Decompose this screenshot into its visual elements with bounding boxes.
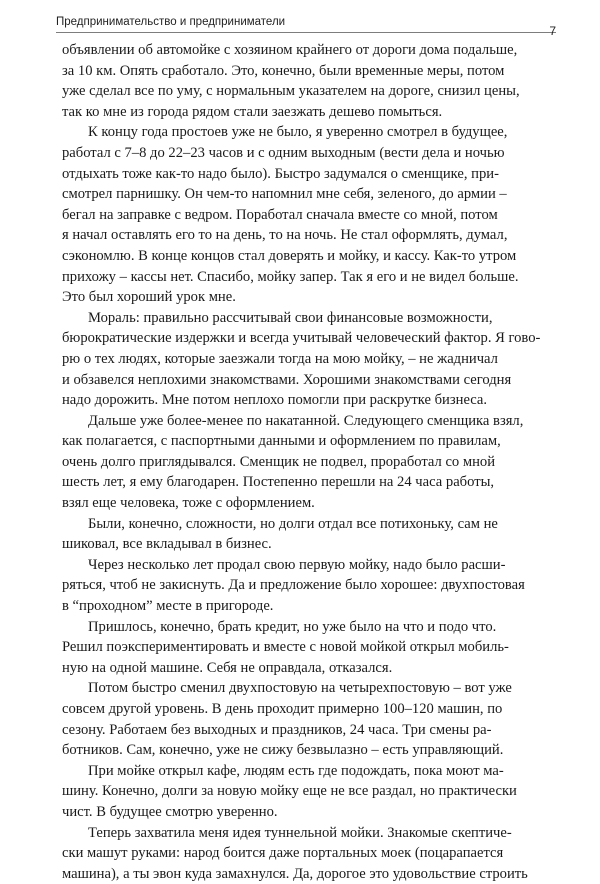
- text-line: надо дорожить. Мне потом неплохо помогли при раскрутке бизнеса.: [62, 392, 488, 409]
- text-line: ную на одной машине. Себя не оправдала, отказался.: [62, 659, 393, 676]
- text-line: К концу года простоев уже не было, я уверенно смотрел в будущее,: [88, 124, 508, 141]
- text-line: уже сделал все по уму, с нормальным указателем на дороге, снизил цены,: [62, 83, 520, 100]
- running-header: [56, 14, 556, 38]
- text-line: прихожу – кассы нет. Спасибо, мойку запер. Так я его и не видел больше.: [62, 268, 519, 285]
- text-line: шину. Конечно, долги за новую мойку еще не все раздал, но практически: [62, 783, 517, 800]
- text-line: шиковал, все вкладывал в бизнес.: [62, 536, 272, 553]
- text-line: Пришлось, конечно, брать кредит, но уже было на что и подо что.: [88, 618, 497, 635]
- paragraph: [62, 411, 550, 514]
- text-line: взял еще человека, тоже с оформлением.: [62, 495, 315, 512]
- text-line: чист. В будущее смотрю уверенно.: [62, 803, 278, 820]
- text-line: ряться, чтоб не закиснуть. Да и предложение было хорошее: двухпостовая: [62, 577, 525, 594]
- text-line: рю о тех людях, которые заезжали тогда на мою мойку, – не жадничал: [62, 350, 498, 367]
- paragraph: [62, 308, 550, 411]
- text-line: Через несколько лет продал свою первую мойку, надо было расши-: [88, 556, 506, 573]
- text-line: Решил поэкспериментировать и вместе с новой мойкой открыл мобиль-: [62, 639, 509, 656]
- paragraph: [62, 40, 550, 122]
- text-line: Это был хороший урок мне.: [62, 289, 236, 306]
- text-line: и обзавелся неплохими знакомствами. Хорошими знакомствами сегодня: [62, 371, 512, 388]
- text-line: объявлении об автомойке с хозяином крайнего от дороги дома подальше,: [62, 42, 518, 58]
- body-text: [62, 40, 550, 884]
- text-line: как полагается, с паспортными данными и оформлением по правилам,: [62, 433, 501, 450]
- text-line: отдыхать тоже как-то надо было). Быстро задумался о сменщике, при-: [62, 165, 499, 182]
- text-line: очень долго приглядывался. Сменщик не подвел, проработал со мной: [62, 453, 496, 470]
- text-line: совсем другой уровень. В день проходит примерно 100–120 машин, по: [62, 701, 503, 717]
- text-line: бюрократические издержки и всегда учитывай человеческий фактор. Я гово-: [62, 330, 541, 347]
- text-line: я начал оставлять его то на день, то на ночь. Не стал оформлять, думал,: [62, 227, 508, 244]
- text-line: ботников. Сам, конечно, уже не сижу безвылазно – есть управляющий.: [62, 742, 504, 759]
- text-line: в “проходном” месте в пригороде.: [62, 598, 274, 615]
- paragraph: [62, 122, 550, 307]
- text-line: шесть лет, я ему благодарен. Постепенно перешли на 24 часа работы,: [62, 474, 495, 491]
- text-line: Дальше уже более-менее по накатанной. Следующего сменщика взял,: [88, 412, 524, 429]
- paragraph: [62, 514, 550, 555]
- text-line: смотрел парнишку. Он чем-то напомнил мне себя, зеленого, до армии –: [62, 186, 507, 203]
- text-line: за 10 км. Опять сработало. Это, конечно, были временные меры, потом: [62, 62, 505, 79]
- text-line: так ко мне из города рядом стали заезжать дешево помыться.: [62, 103, 443, 120]
- paragraph: [62, 823, 550, 884]
- text-line: сэкономлю. В конце концов стал доверять и мойку, и кассу. Как-то утром: [62, 247, 517, 264]
- text-line: Теперь захватила меня идея туннельной мойки. Знакомые скептиче-: [88, 824, 512, 841]
- paragraph: [62, 761, 550, 823]
- text-line: работал с 7–8 до 22–23 часов и с одним выходным (вести дела и ночью: [62, 144, 505, 161]
- text-line: Мораль: правильно рассчитывай свои финансовые возможности,: [88, 309, 493, 326]
- text-line: сезону. Работаем без выходных и праздников, 24 часа. Три смены ра-: [62, 721, 492, 738]
- text-line: бегал на заправке с ведром. Поработал сначала вместе со мной, потом: [62, 206, 498, 223]
- text-line: Были, конечно, сложности, но долги отдал все потихоньку, сам не: [88, 515, 498, 532]
- paragraph: [62, 555, 550, 617]
- text-line: ски машут руками: народ боится даже портальных моек (поцарапается: [62, 845, 504, 862]
- text-line: При мойке открыл кафе, людям есть где подождать, пока моют ма-: [88, 762, 504, 779]
- text-line: Потом быстро сменил двухпостовую на четырехпостовую – вот уже: [88, 680, 512, 697]
- paragraph: [62, 617, 550, 679]
- running-header-title: Предпринимательство и предприниматели: [56, 16, 286, 28]
- text-line: машина), а ты эвон куда замахнулся. Да, дорогое это удовольствие строить: [62, 865, 528, 882]
- paragraph: [62, 678, 550, 760]
- page-number: 7: [549, 24, 556, 38]
